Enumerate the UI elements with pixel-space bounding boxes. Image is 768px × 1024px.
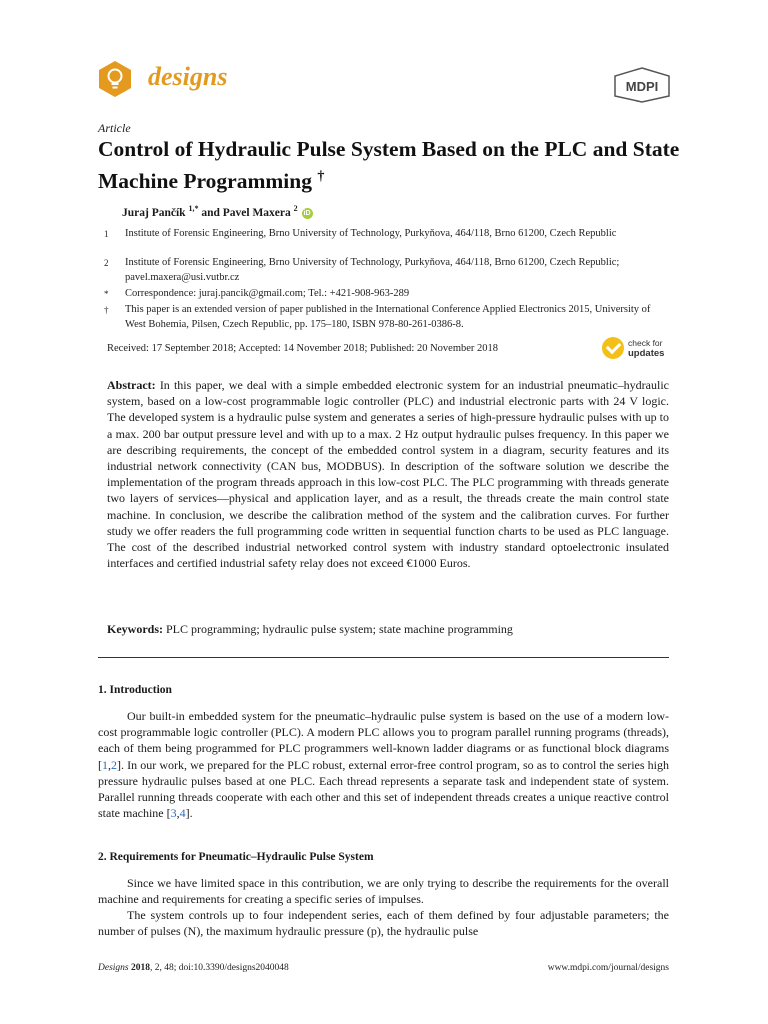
conference-note — [104, 303, 664, 332]
updates-line1: check for — [628, 338, 663, 348]
abstract-label: Abstract: — [107, 378, 156, 392]
conference-note-text: This paper is an extended version of paper published in the International Conference Applied Electronics 2015, University of West Bohemia, Pilsen, Czech Republic, pp. 175–180, ISBN 978-80-261-0386-8. — [125, 304, 651, 330]
section-divider — [98, 657, 669, 658]
affiliation-text: Institute of Forensic Engineering, Brno University of Technology, Purkyňova, 464/118, Brno 61200, Czech Republic; pavel.maxera@usi.vutbr.cz — [125, 257, 620, 283]
keywords-label: Keywords: — [107, 622, 163, 636]
paragraph-text: ]. In our work, we prepared for the PLC robust, external error-free control program, so as to control the series high pressure hydraulic pulses based at one PLC. Each thread represents a separate task and independent state of system. Parallel running threads cooperate with each other and this set of independent threads creates a unique reactive control state machine [ — [98, 757, 669, 821]
correspondence-text: Correspondence: juraj.pancik@gmail.com; Tel.: +421-908-963-289 — [125, 288, 410, 299]
keywords-text: PLC programming; hydraulic pulse system; state machine programming — [166, 622, 513, 636]
orcid-icon[interactable]: iD — [303, 209, 311, 217]
body-paragraph — [98, 875, 669, 907]
citation-link[interactable]: 2 — [111, 757, 117, 772]
citation-link[interactable]: 4 — [179, 806, 186, 821]
paper-title — [98, 136, 698, 195]
body-paragraph — [98, 907, 669, 939]
footer-citation — [98, 963, 289, 973]
paragraph-text: The system controls up to four independent series, each of them defined by four adjustable parameters; the number of pulses (N), the maximum hydraulic pressure (p), the hydraulic pulse — [98, 908, 669, 939]
updates-line2: updates — [628, 348, 665, 359]
footer-url[interactable]: www.mdpi.com/journal/designs — [547, 963, 669, 973]
affiliation-mark: * — [104, 289, 109, 299]
footer-citation-text: , 2, 48; doi:10.3390/designs2040048 — [150, 963, 289, 973]
author-connector: and — [201, 206, 220, 219]
correspondence — [104, 287, 664, 302]
affiliation-text: Institute of Forensic Engineering, Brno University of Technology, Purkyňova, 464/118, Brno 61200, Czech Republic — [125, 228, 617, 239]
section-heading-requirements: 2. Requirements for Pneumatic–Hydraulic Pulse System — [98, 851, 374, 863]
paragraph-text: Our built-in embedded system for the pneumatic–hydraulic pulse system is based on the use of a modern low-cost programmable logic controller (PLC). A modern PLC allows you to program parallel running programs (threads), each of them being programmed for PLC programmers well-known ladder diagrams or as functional block diagrams [ — [98, 709, 669, 772]
check-for-updates-badge[interactable] — [602, 336, 682, 362]
article-type: Article — [98, 121, 131, 135]
paragraph-text: Since we have limited space in this contribution, we are only trying to describe the requirements for the overall machine and requirements for creating a specific series of impulses. — [98, 876, 669, 907]
author-name: Juraj Pančík — [122, 206, 186, 219]
mdpi-logo[interactable] — [612, 66, 672, 104]
citation-link[interactable]: 1 — [102, 757, 108, 772]
title-footnote-mark: † — [317, 169, 325, 184]
footer-year: 2018 — [131, 963, 150, 973]
section-heading-introduction: 1. Introduction — [98, 684, 172, 696]
body-paragraph — [98, 708, 669, 821]
paragraph-text: , — [108, 757, 111, 772]
paragraph-text: ]. — [185, 806, 193, 821]
journal-name[interactable]: designs — [148, 62, 228, 91]
affiliation-mark: 2 — [104, 258, 109, 268]
designs-logo-icon — [98, 60, 132, 98]
check-icon — [602, 337, 624, 359]
author-affiliation-mark: 2 — [293, 204, 298, 213]
affiliation-mark: 1 — [104, 229, 109, 239]
affiliation-1 — [104, 227, 664, 242]
footer-journal: Designs — [98, 963, 129, 973]
mdpi-logo-text: MDPI — [625, 79, 659, 94]
author-list — [122, 204, 313, 219]
affiliation-2 — [104, 256, 664, 285]
author-affiliation-mark: 1,* — [188, 204, 199, 213]
keywords — [107, 622, 669, 637]
publication-dates: Received: 17 September 2018; Accepted: 14 November 2018; Published: 20 November 2018 — [107, 343, 499, 354]
paragraph-text: , — [176, 806, 180, 821]
author-name: Pavel Maxera — [222, 206, 291, 219]
affiliation-mark: † — [104, 305, 109, 315]
citation-link[interactable]: 3 — [170, 806, 177, 821]
abstract-text: In this paper, we deal with a simple embedded electronic system for an industrial pneumatic–hydraulic system, based on a low-cost programmable logic controller (PLC) and industrial electronic parts with 24 V logic. The developed system is a hydraulic pulse system and generates a series of high-pressure hydraulic pulses with up to a max. 200 bar output pressure level and with up to a max. 2 Hz output hydraulic pulses frequency. In this paper we are describing requirements, the concept of the embedded control system in a diagram, security features and its industrial network connectivity (CAN bus, MODBUS). In description of the software solution we describe the implementation of the program threads approach in this low-cost PLC. The PLC programming with threads generate two layers of services—physical and application layer, and as a result, the threads create the main control state machine. In conclusion, we describe the calibration method of the system and the calibration curves. For further study we offer readers the full programming code written in sequential function charts to be used as PLC language. The cost of the described industrial networked control system with industry standard optoelectronic insulated interfaces and certified industrial safety relay does not exceed €1000 Euros. — [107, 378, 670, 571]
paper-title-text: Control of Hydraulic Pulse System Based on the PLC and State Machine Programming — [98, 137, 680, 194]
abstract — [107, 377, 669, 571]
